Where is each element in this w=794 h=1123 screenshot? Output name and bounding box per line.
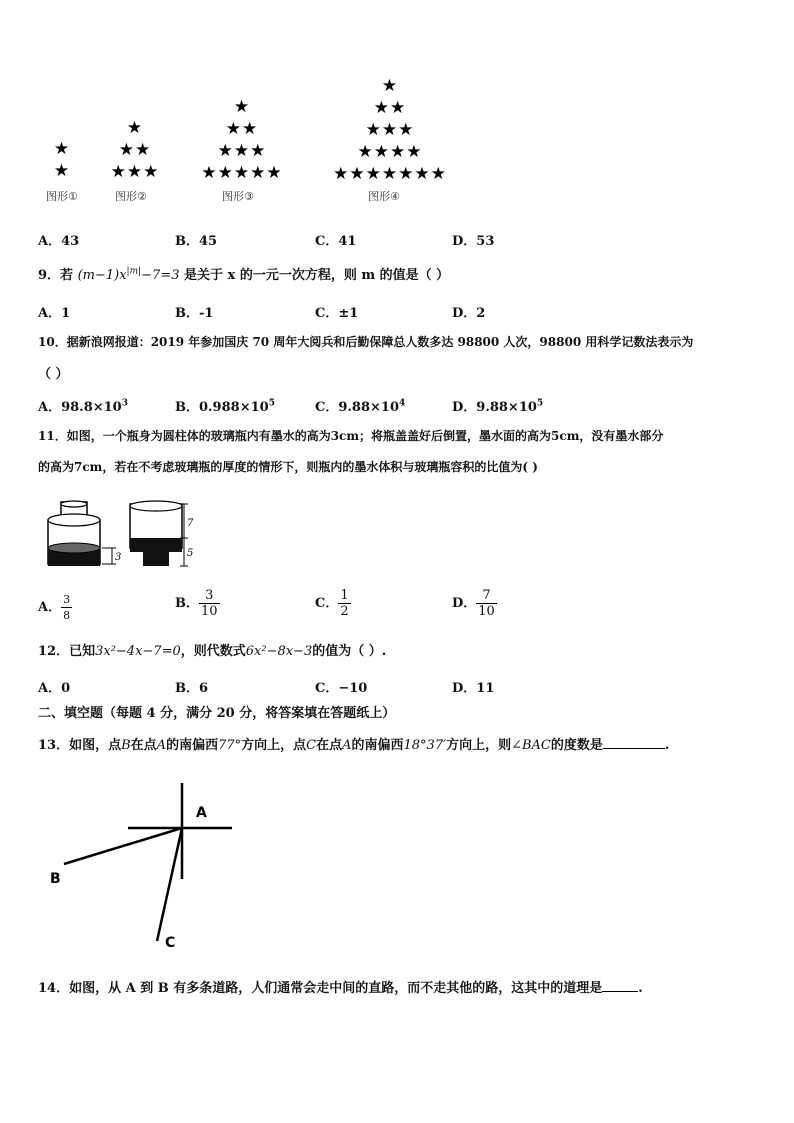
- angle-bac: ∠BAC: [511, 738, 551, 753]
- star-row: ★★★: [365, 120, 415, 140]
- q8-option-c[interactable]: C．41: [315, 234, 357, 249]
- question-14: 14．如图，从 A 到 B 有多条道路，人们通常会走中间的直路，而不走其他的路，这其中的道理是 .: [38, 981, 643, 996]
- question-12: 12．已知3x²−4x−7=0，则代数式6x²−8x−3的值为（ ）.: [38, 644, 387, 659]
- question-9: [38, 264, 449, 283]
- q13-answer-blank[interactable]: [603, 748, 665, 749]
- q9-equation: $(m-1)x^{|m|}-7=3$: [77, 266, 180, 283]
- star-row: ★★★★★★★: [333, 164, 447, 184]
- q8-option-b[interactable]: B．45: [175, 234, 218, 249]
- q9-option-c[interactable]: C．±1: [315, 306, 359, 321]
- upright-bottle: [48, 501, 116, 566]
- q10-option-d[interactable]: D．$9.88\times 10^5$: [452, 398, 544, 415]
- figure-3: [190, 96, 294, 184]
- q12-option-c[interactable]: C．−10: [315, 681, 368, 696]
- figure-3-caption: 图形③: [222, 190, 254, 203]
- question-10-line2: （ ）: [38, 367, 69, 382]
- star-row: ★★: [118, 140, 152, 160]
- compass-diagram: [40, 775, 260, 955]
- inverted-ink-height-label: 5: [187, 548, 194, 559]
- q10-option-b[interactable]: B．$0.988\times 10^5$: [175, 398, 275, 415]
- star-row: ★★★★★: [201, 163, 283, 183]
- q8-option-a[interactable]: A．43: [38, 234, 80, 249]
- q12-option-d[interactable]: D．11: [452, 681, 495, 696]
- ray-ac: [157, 828, 182, 941]
- q10-option-c[interactable]: C．$9.88\times 10^4$: [315, 398, 406, 415]
- figure-1-caption: 图形①: [46, 190, 78, 203]
- question-11-line2: 的高为7cm，若在不考虑玻璃瓶的厚度的情形下，则瓶内的墨水体积与玻璃瓶容积的比值为( ): [38, 460, 538, 474]
- star-row: ★★★★: [357, 142, 423, 162]
- q12-equation-1: 3x²−4x−7=0: [95, 644, 181, 659]
- q8-option-d[interactable]: D．53: [452, 234, 495, 249]
- star-row: ★★★: [110, 162, 160, 182]
- section-2-heading: 二、填空题（每题 4 分，满分 20 分，将答案填在答题纸上）: [38, 706, 396, 721]
- ray-ab: [64, 828, 182, 864]
- figure-4-caption: 图形④: [368, 190, 400, 203]
- q12-option-b[interactable]: B．6: [175, 681, 209, 696]
- empty-height-label: 7: [187, 518, 194, 529]
- star-row: ★: [53, 139, 71, 159]
- star-row: ★: [381, 76, 399, 96]
- star-row: ★: [53, 161, 71, 181]
- question-10-line1: 10．据新浪网报道：2019 年参加国庆 70 周年大阅兵和后勤保障总人数多达 98800 人次，98800 用科学记数法表示为: [38, 335, 694, 349]
- q9-option-d[interactable]: D．2: [452, 306, 486, 321]
- point-a-label: A: [196, 805, 207, 821]
- inverted-bottle: [130, 501, 188, 566]
- star-row: ★★: [225, 119, 259, 139]
- ink-height-label: 3: [115, 552, 122, 563]
- point-c-label: C: [165, 935, 176, 951]
- q11-option-c[interactable]: C． $\frac{1}{2}$: [315, 588, 349, 619]
- figure-1: [38, 138, 86, 182]
- q11-option-d[interactable]: D． $\frac{7}{10}$: [452, 588, 495, 619]
- star-row: ★: [126, 118, 144, 138]
- q9-prefix: 9．若: [38, 268, 74, 283]
- q9-option-b[interactable]: B．-1: [175, 306, 214, 321]
- point-b-label: B: [50, 871, 61, 887]
- figure-2: [100, 117, 170, 183]
- q9-suffix: 是关于 x 的一元一次方程，则 m 的值是（ ）: [184, 268, 450, 283]
- q11-option-a[interactable]: A． $\frac{3}{8}$: [38, 593, 71, 622]
- q9-option-a[interactable]: A．1: [38, 306, 71, 321]
- q11-option-b[interactable]: B． $\frac{3}{10}$: [175, 588, 218, 619]
- q12-option-a[interactable]: A．0: [38, 681, 71, 696]
- q14-answer-blank[interactable]: [602, 991, 638, 992]
- figure-2-caption: 图形②: [115, 190, 147, 203]
- question-11-line1: 11．如图，一个瓶身为圆柱体的玻璃瓶内有墨水的高为3cm；将瓶盖盖好后倒置，墨水面的高为5cm，没有墨水部分: [38, 429, 664, 443]
- q10-option-a[interactable]: A．$98.8\times 10^3$: [38, 398, 128, 415]
- star-row: ★: [233, 97, 251, 117]
- figure-4: [320, 75, 460, 185]
- q12-expression: 6x²−8x−3: [245, 644, 313, 659]
- bottle-figure: [44, 500, 200, 572]
- question-13: 13．如图，点B在点A的南偏西77°方向上，点C在点A的南偏西18°37′方向上，则∠BAC的度数是 .: [38, 738, 670, 753]
- star-row: ★★: [373, 98, 407, 118]
- star-row: ★★★: [217, 141, 267, 161]
